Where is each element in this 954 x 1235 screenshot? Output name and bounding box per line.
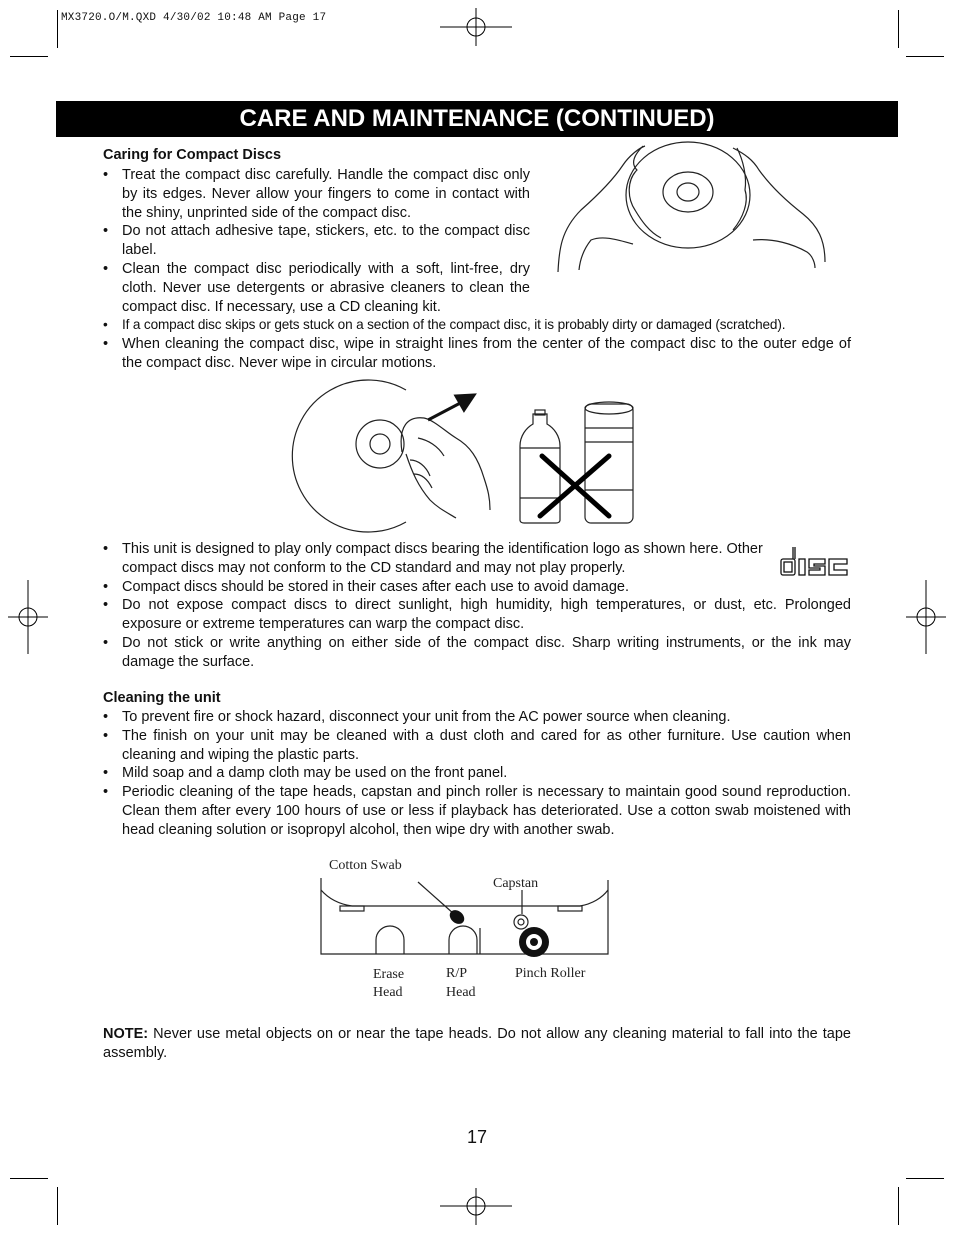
note-text: Never use metal objects on or near the tape heads. Do not allow any cleaning material to fall into the tape assembly. [103,1026,851,1061]
page-number: 17 [466,1127,488,1147]
list-item: • Do not attach adhesive tape, stickers, etc. to the compact disc label. [103,222,530,260]
section-heading-discs: Caring for Compact Discs [103,147,282,163]
list-item: • To prevent fire or shock hazard, disconnect your unit from the AC power source when cleaning. [103,708,851,727]
label-erase-head-2: Head [373,985,403,1000]
label-pinch-roller: Pinch Roller [515,966,586,981]
list-item: • This unit is designed to play only compact discs bearing the identification logo as shown here. Other compact discs may not conform to the CD standard and may not play properly. [103,540,851,578]
label-erase-head-1: Erase [373,967,405,982]
disc-bullets-top [103,166,530,316]
list-item: • Do not expose compact discs to direct sunlight, high humidity, high temperatures, or dust, etc. Prolonged exposure or extreme temperatures can warp the compact disc. [103,596,851,634]
file-slug: MX3720.O/M.QXD 4/30/02 10:48 AM Page 17 [61,12,327,24]
label-rp-head-2: Head [446,985,476,1000]
list-item: • If a compact disc skips or gets stuck on a section of the compact disc, it is probably dirty or damaged (scratched). [103,316,851,335]
compact-disc-logo [779,545,851,577]
hands-holding-disc-illustration [553,140,843,275]
label-rp-head-1: R/P [446,966,468,981]
disc-bullets-wide [103,316,851,372]
section-heading-unit: Cleaning the unit [103,690,221,706]
unit-bullets [103,708,851,840]
label-capstan: Capstan [493,876,539,891]
list-item: • The finish on your unit may be cleaned with a dust cloth and cared for as other furniture. Use caution when cleaning and wiping the plastic parts. [103,727,851,765]
list-item: • Periodic cleaning of the tape heads, capstan and pinch roller is necessary to maintain good sound reproduction. Clean them after every 100 hours of use or less if playback has deteriorated. Use a cotton swab moistened with head cleaning solution or isopropyl alcohol, then wipe dry with another swab. [103,783,851,839]
list-item: • Mild soap and a damp cloth may be used on the front panel. [103,764,851,783]
list-item: • Treat the compact disc carefully. Handle the compact disc only by its edges. Never allow your fingers to come in contact with the shiny, unprinted side of the compact disc. [103,166,530,222]
tape-head-diagram [318,870,618,960]
list-item: • Clean the compact disc periodically with a soft, lint-free, dry cloth. Never use detergents or abrasive cleaners to clean the compact disc. If necessary, use a CD cleaning kit. [103,260,530,316]
list-item: • When cleaning the compact disc, wipe in straight lines from the center of the compact disc to the outer edge of the compact disc. Never wipe in circular motions. [103,335,851,373]
label-cotton-swab: Cotton Swab [329,858,402,873]
no-cleaners-illustration [512,398,642,528]
wiping-disc-illustration [306,382,496,522]
note-label: NOTE: [103,1026,149,1042]
disc-bullets-bottom [103,540,851,672]
page-title: CARE AND MAINTENANCE (CONTINUED) [56,101,898,137]
list-item: • Compact discs should be stored in their cases after each use to avoid damage. [103,578,851,597]
list-item: • Do not stick or write anything on either side of the compact disc. Sharp writing instruments, or the ink may damage the surface. [103,634,851,672]
note-paragraph [103,1025,851,1063]
